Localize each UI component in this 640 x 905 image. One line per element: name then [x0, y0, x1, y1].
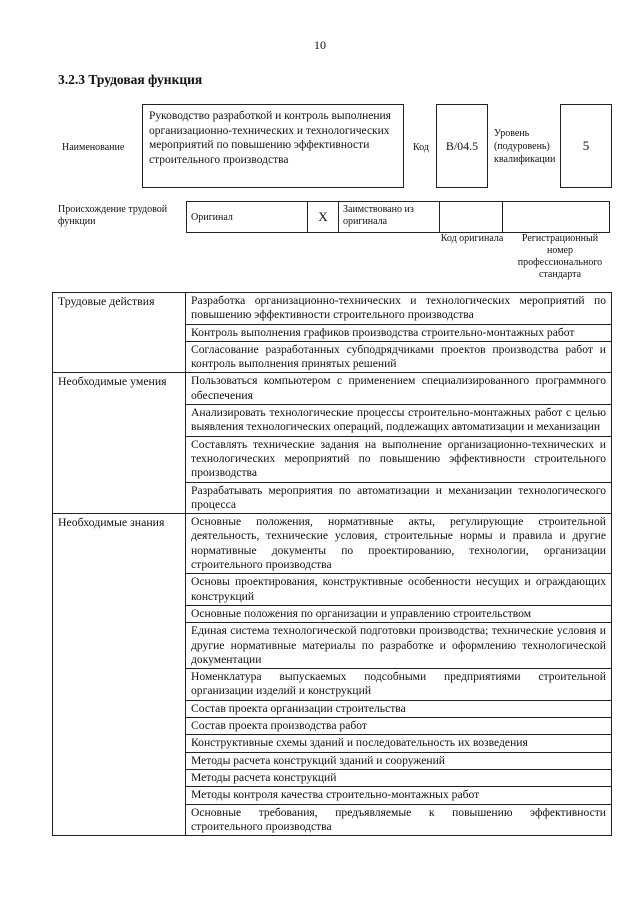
- original-cell: Оригинал: [187, 202, 308, 233]
- code-label: Код: [413, 142, 429, 153]
- section-title: 3.2.3 Трудовая функция: [58, 72, 203, 87]
- code-value-box: B/04.5: [436, 104, 488, 188]
- item-cell: Основы проектирования, конструктивные особенности несущих и ограждающих конструкций: [186, 574, 612, 606]
- item-cell: Методы расчета конструкций: [186, 769, 612, 786]
- registration-caption: Регистрационный номер профессионального стандарта: [517, 233, 603, 280]
- item-cell: Согласование разработанных субподрядчиками проектов производства работ и контроль выполнения принятых решений: [186, 341, 612, 373]
- registration-number-cell: [503, 202, 610, 233]
- original-mark: X: [308, 202, 339, 233]
- competence-table: [52, 292, 612, 836]
- item-cell: Основные требования, предъявляемые к повышению эффективности строительного производства: [186, 804, 612, 836]
- function-name-box: Руководство разработкой и контроль выполнения организационно-технических и технологических мероприятий по повышению эффективности строительного производства: [142, 104, 404, 188]
- category-cell: Необходимые знания: [53, 514, 186, 836]
- origin-table: [186, 201, 610, 233]
- borrowed-cell: Заимствовано из оригинала: [339, 202, 440, 233]
- code-caption: Код оригинала: [440, 233, 504, 244]
- item-cell: Номенклатура выпускаемых подсобными предприятиями строительной организации изделий и конструкций: [186, 669, 612, 701]
- item-cell: Методы контроля качества строительно-монтажных работ: [186, 787, 612, 804]
- category-cell: Необходимые умения: [53, 373, 186, 514]
- level-value-box: 5: [560, 104, 612, 188]
- origin-label: Происхождение трудовой функции: [58, 204, 168, 227]
- name-label: Наименование: [62, 142, 125, 153]
- item-cell: Контроль выполнения графиков производства строительно-монтажных работ: [186, 324, 612, 341]
- level-label: Уровень (подуровень) квалификации: [494, 128, 556, 165]
- table-row: [53, 373, 612, 405]
- item-cell: Разрабатывать мероприятия по автоматизации и механизации технологического процесса: [186, 482, 612, 514]
- item-cell: Единая система технологической подготовки производства; технические условия и другие нормативные материалы по разработке и оформлению технологической документации: [186, 623, 612, 669]
- item-cell: Основные положения по организации и управлению строительством: [186, 605, 612, 622]
- item-cell: Методы расчета конструкций зданий и сооружений: [186, 752, 612, 769]
- category-cell: Трудовые действия: [53, 293, 186, 373]
- table-row: [53, 514, 612, 574]
- item-cell: Пользоваться компьютером с применением специализированного программного обеспечения: [186, 373, 612, 405]
- table-row: [53, 293, 612, 325]
- page-number: 10: [314, 38, 326, 52]
- item-cell: Состав проекта производства работ: [186, 718, 612, 735]
- item-cell: Конструктивные схемы зданий и последовательность их возведения: [186, 735, 612, 752]
- item-cell: Основные положения, нормативные акты, регулирующие строительной деятельность, технические условия, строительные нормы и правила и другие нормативные документы по проектированию, технологии, организации строительного производства: [186, 514, 612, 574]
- item-cell: Разработка организационно-технических и технологических мероприятий по повышению эффективности строительного производства: [186, 293, 612, 325]
- item-cell: Состав проекта организации строительства: [186, 700, 612, 717]
- item-cell: Составлять технические задания на выполнение организационно-технических и технологических мероприятий по повышению эффективности строительного производства: [186, 436, 612, 482]
- item-cell: Анализировать технологические процессы строительно-монтажных работ с целью выявления технологических операций, подлежащих автоматизации и механизации: [186, 405, 612, 437]
- original-code-cell: [440, 202, 503, 233]
